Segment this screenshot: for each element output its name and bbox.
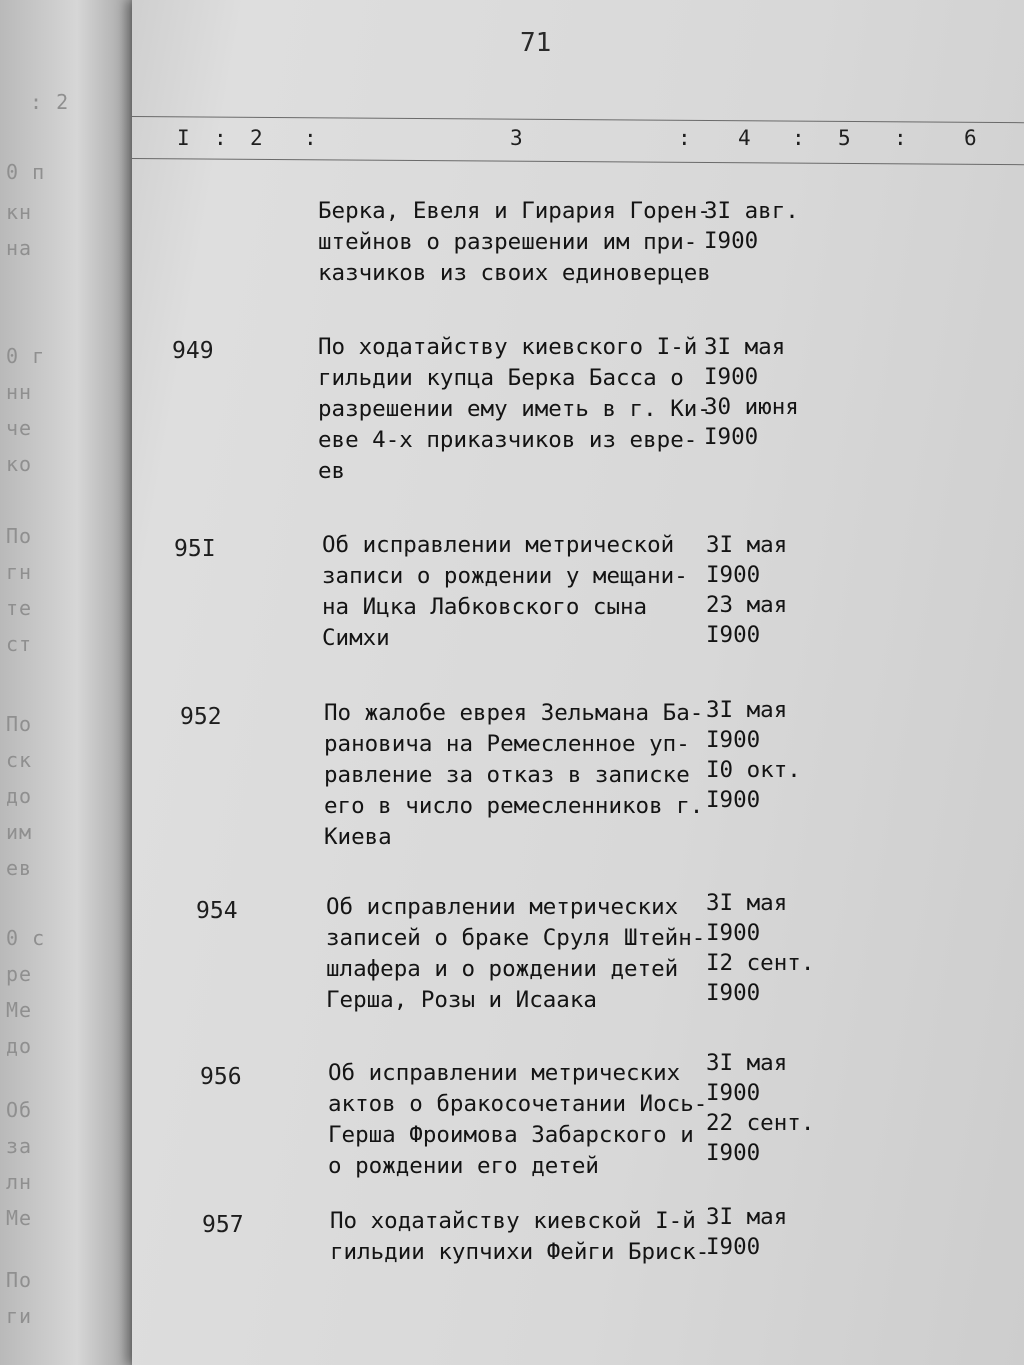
entry-date: 23 мая — [706, 592, 788, 618]
entry-description-line: Об исправлении метрической — [322, 532, 675, 558]
previous-page-text-fragment: По — [6, 524, 33, 548]
entry-description — [328, 1058, 707, 1182]
previous-page-text-fragment: По — [6, 1268, 33, 1292]
previous-page-text-fragment: кн — [6, 200, 33, 224]
entry-date: I900 — [706, 980, 761, 1006]
previous-page-text-fragment: ре — [6, 962, 33, 986]
column-separator: : — [214, 126, 227, 150]
entry-number: 952 — [180, 704, 222, 730]
previous-page-text-fragment: гн — [6, 560, 33, 584]
entry-description — [318, 332, 711, 487]
previous-page-text-fragment: за — [6, 1134, 33, 1158]
previous-page-text-fragment: до — [6, 784, 33, 808]
previous-page-text-fragment: те — [6, 596, 33, 620]
document-page — [132, 0, 1024, 1365]
entry-description-line: шлафера и о рождении детей — [326, 956, 679, 982]
entry-description-line: еве 4-х приказчиков из евре- — [318, 427, 698, 453]
previous-page-text-fragment: че — [6, 416, 33, 440]
column-header-4: 4 — [738, 126, 751, 150]
entry-number: 949 — [172, 338, 214, 364]
entry-date: I2 сент. — [706, 950, 815, 976]
entry-description-line: о рождении его детей — [328, 1153, 599, 1179]
entry-description-line: Об исправлении метрических — [326, 894, 679, 920]
header-rule-bottom — [132, 158, 1024, 165]
previous-page-text-fragment: ст — [6, 632, 33, 656]
entry-description-line: казчиков из своих единоверцев — [318, 260, 711, 286]
entry-date: I900 — [706, 562, 761, 588]
entry-description-line: Об исправлении метрических — [328, 1060, 681, 1086]
entry-description — [330, 1206, 709, 1268]
previous-page-text-fragment: Об — [6, 1098, 33, 1122]
entry-description-line: записи о рождении у мещани- — [322, 563, 688, 589]
previous-page-text-fragment: им — [6, 820, 33, 844]
entry-description-line: Герша Фроимова Забарского и — [328, 1122, 694, 1148]
entry-date: 3I мая — [706, 1050, 788, 1076]
column-separator: : — [894, 126, 907, 150]
column-header-6: 6 — [964, 126, 977, 150]
previous-page-text-fragment: : 2 — [30, 90, 70, 114]
entry-date: 3I мая — [704, 334, 786, 360]
previous-page-text-fragment: 0 г — [6, 344, 46, 368]
entry-description-line: По ходатайству киевской I-й — [330, 1208, 696, 1234]
entry-number: 957 — [202, 1212, 244, 1238]
entry-date: I900 — [706, 622, 761, 648]
entry-date: I0 окт. — [706, 757, 801, 783]
entry-date: I900 — [704, 364, 759, 390]
previous-page-text-fragment: Ме — [6, 1206, 33, 1230]
entry-date: 22 сент. — [706, 1110, 815, 1136]
entry-description-line: записей о браке Сруля Штейн- — [326, 925, 706, 951]
column-separator: : — [678, 126, 691, 150]
entry-date: I900 — [706, 920, 761, 946]
entry-date: 30 июня — [704, 394, 799, 420]
column-header-3: 3 — [510, 126, 523, 150]
entry-description-line: Киева — [324, 824, 392, 850]
column-header-1: I — [177, 126, 190, 150]
previous-page-text-fragment: ев — [6, 856, 33, 880]
entry-date: I900 — [706, 1080, 761, 1106]
entry-date: I900 — [706, 1234, 761, 1260]
column-header-2: 2 — [250, 126, 263, 150]
previous-page-text-fragment: 0 с — [6, 926, 46, 950]
entry-date: I900 — [704, 228, 759, 254]
entry-description — [318, 196, 711, 289]
column-header-5: 5 — [838, 126, 851, 150]
entry-description-line: ев — [318, 458, 346, 484]
column-separator: : — [792, 126, 805, 150]
previous-page-text-fragment: лн — [6, 1170, 33, 1194]
entry-description-line: Герша, Розы и Исаака — [326, 987, 597, 1013]
entry-number: 95I — [174, 536, 216, 562]
previous-page-text-fragment: нн — [6, 380, 33, 404]
previous-page-text-fragment: ко — [6, 452, 33, 476]
entry-description-line: гильдии купца Берка Басса о — [318, 365, 684, 391]
entry-description-line: актов о бракосочетании Иось- — [328, 1091, 708, 1117]
previous-page-text-fragment: на — [6, 236, 33, 260]
entry-description-line: По жалобе еврея Зельмана Ба- — [324, 700, 704, 726]
previous-page-text-fragment: По — [6, 712, 33, 736]
entry-date: I900 — [706, 1140, 761, 1166]
entry-date: I900 — [706, 727, 761, 753]
entry-description-line: Симхи — [322, 625, 390, 651]
entry-description-line: равление за отказ в записке — [324, 762, 690, 788]
entry-description-line: По ходатайству киевского I-й — [318, 334, 698, 360]
previous-page-text-fragment: Ме — [6, 998, 33, 1022]
header-rule-top — [132, 116, 1024, 123]
entry-description-line: Берка, Евеля и Гирария Горен- — [318, 198, 711, 224]
entry-description-line: рановича на Ремесленное уп- — [324, 731, 690, 757]
previous-page-edge — [0, 0, 140, 1365]
entry-date: I900 — [704, 424, 759, 450]
entry-date: 3I авг. — [704, 198, 799, 224]
page-number: 71 — [520, 28, 552, 58]
entry-description-line: его в число ремесленников г. — [324, 793, 704, 819]
entry-description — [326, 892, 705, 1016]
previous-page-text-fragment: ги — [6, 1304, 33, 1328]
entry-date: I900 — [706, 787, 761, 813]
entry-date: 3I мая — [706, 890, 788, 916]
entry-description-line: на Ицка Лабковского сына — [322, 594, 648, 620]
entry-date: 3I мая — [706, 532, 788, 558]
previous-page-text-fragment: до — [6, 1034, 33, 1058]
entry-number: 954 — [196, 898, 238, 924]
previous-page-text-fragment: 0 п — [6, 160, 46, 184]
entry-description-line: гильдии купчихи Фейги Бриск- — [330, 1239, 710, 1265]
entry-date: 3I мая — [706, 1204, 788, 1230]
entry-number: 956 — [200, 1064, 242, 1090]
entry-description-line: штейнов о разрешении им при- — [318, 229, 698, 255]
entry-description — [324, 698, 703, 853]
column-separator: : — [304, 126, 317, 150]
entry-date: 3I мая — [706, 697, 788, 723]
previous-page-text-fragment: ск — [6, 748, 33, 772]
entry-description-line: разрешении ему иметь в г. Ки- — [318, 396, 711, 422]
entry-description — [322, 530, 688, 654]
